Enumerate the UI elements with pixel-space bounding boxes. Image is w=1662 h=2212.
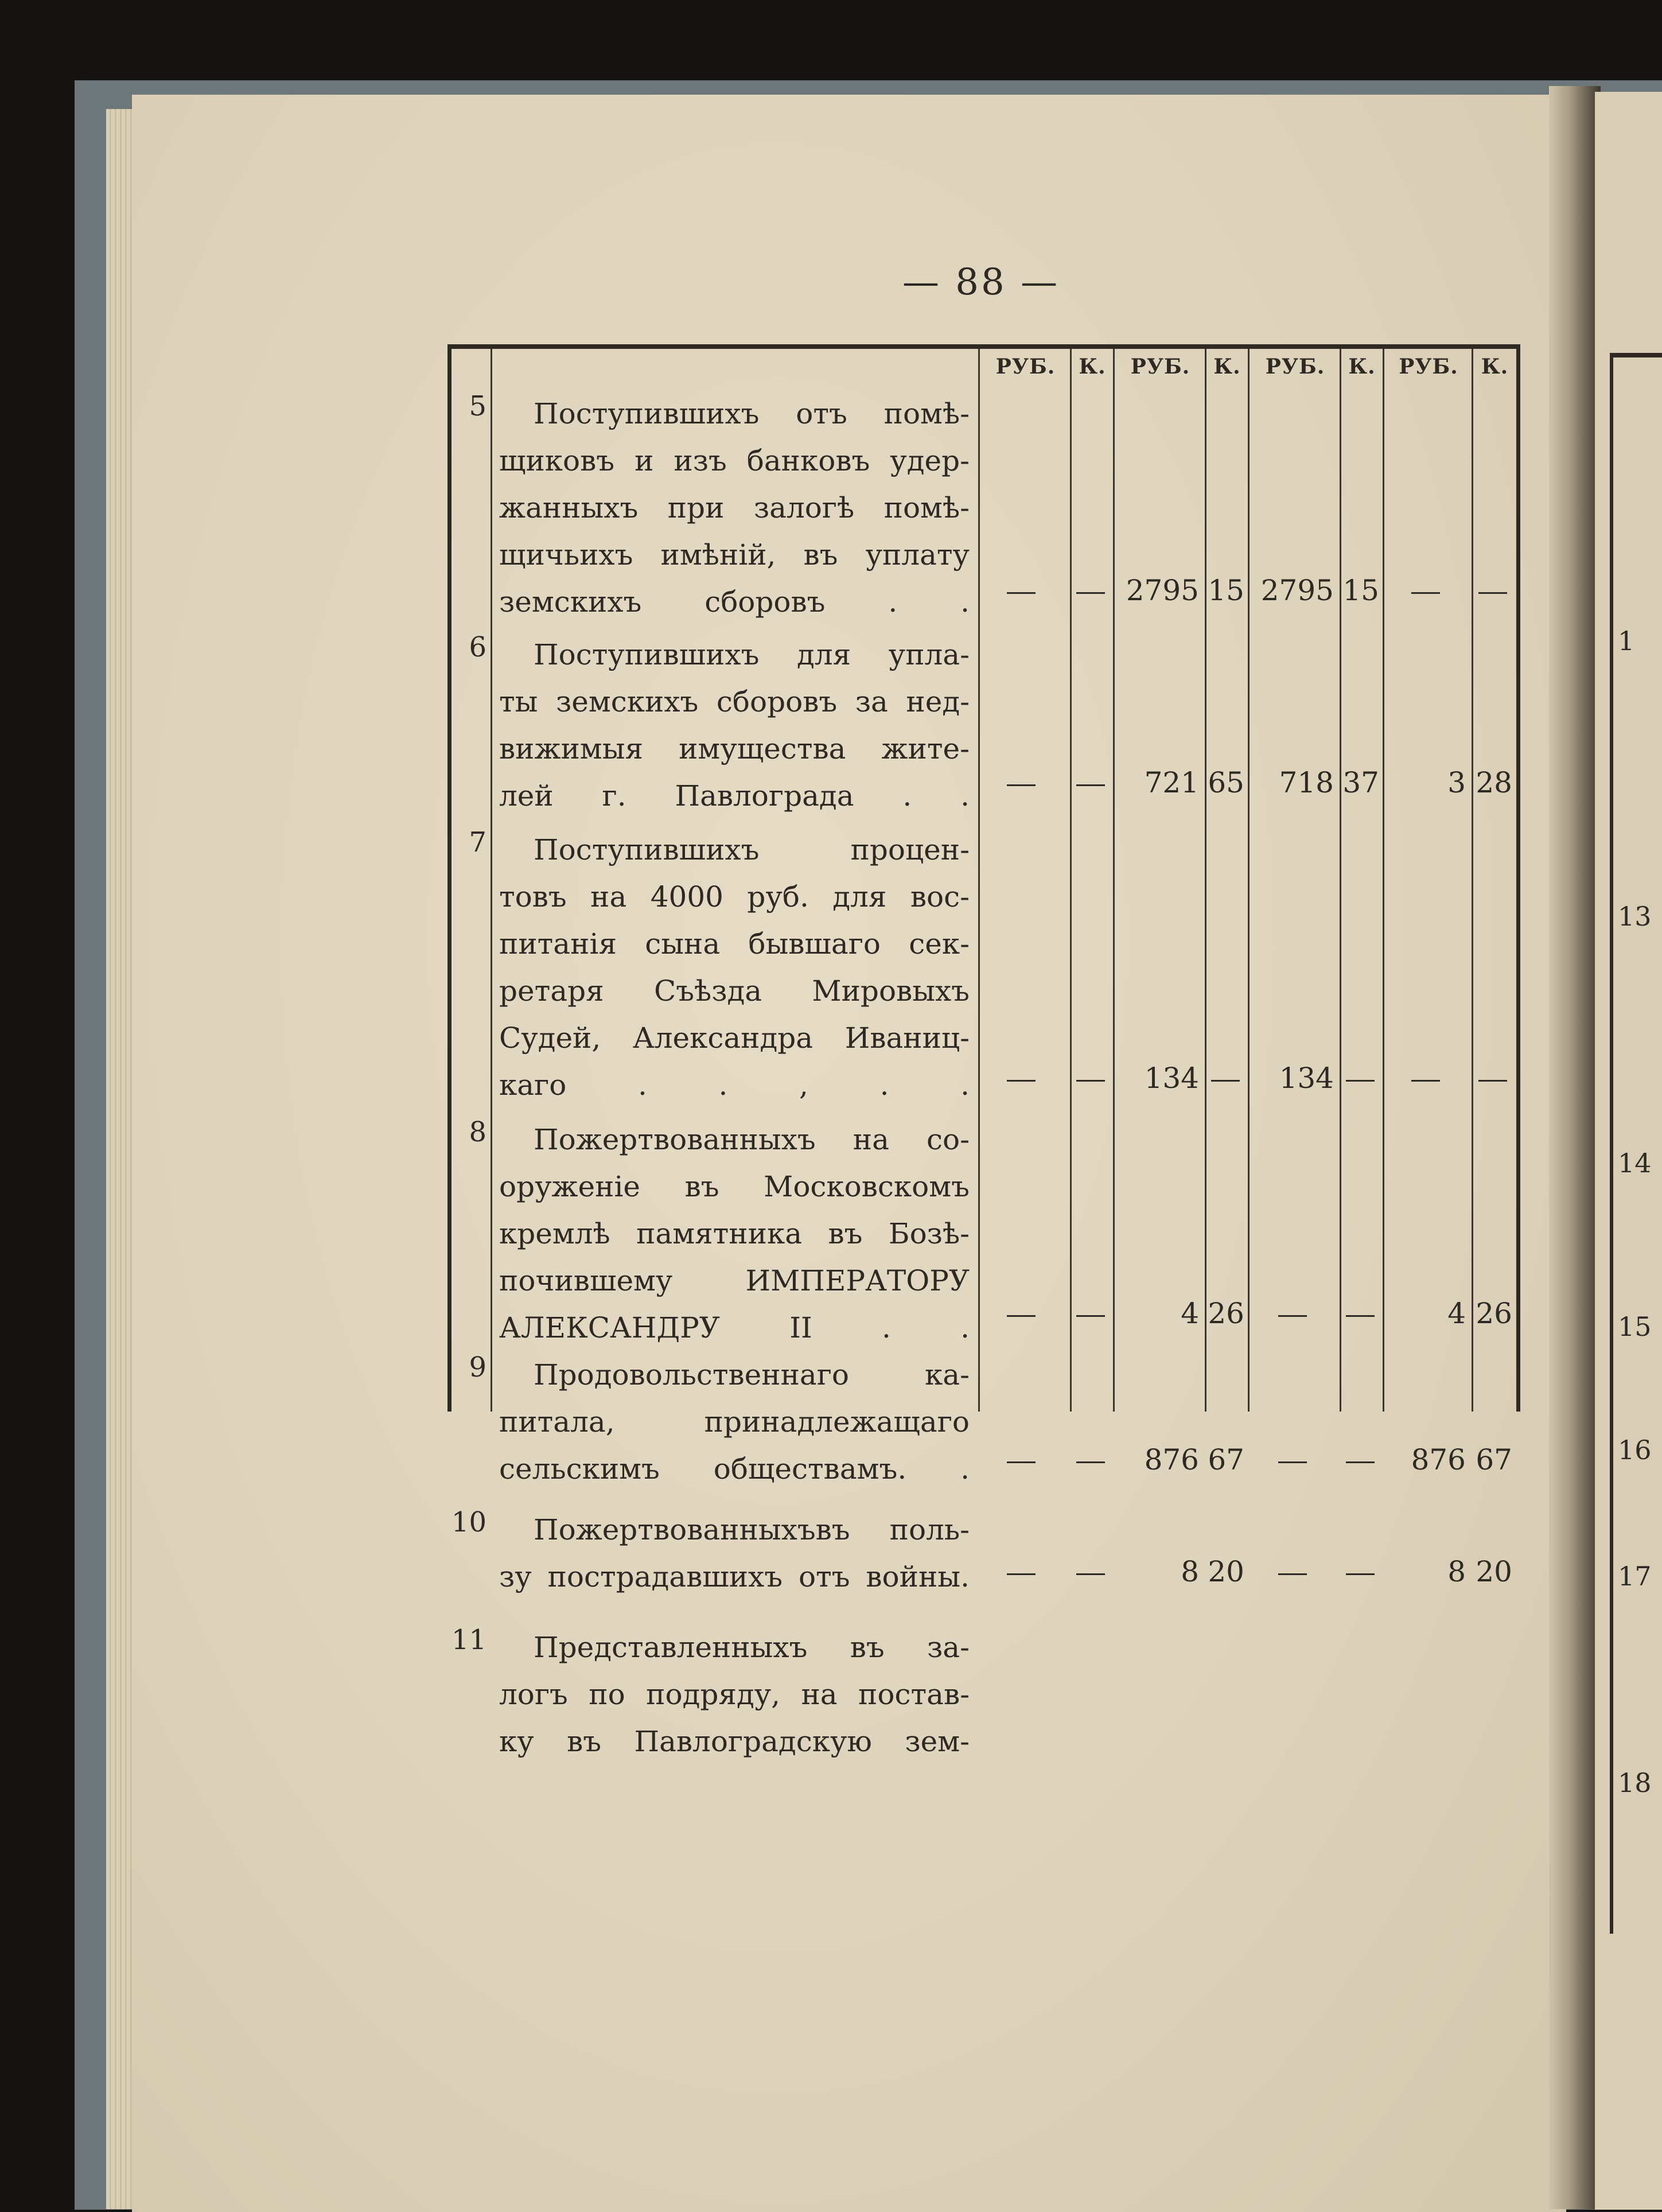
- dash-mark: [1411, 1080, 1440, 1082]
- value-cell: 134: [1144, 1062, 1199, 1095]
- value-cell: 134: [1279, 1062, 1334, 1095]
- dash-mark: [1278, 1573, 1307, 1575]
- row-description: [499, 631, 970, 819]
- dash-mark: [1346, 1080, 1375, 1082]
- dash-mark: [1007, 1573, 1036, 1575]
- dash-mark: [1411, 592, 1440, 594]
- header-rub: РУБ.: [1130, 355, 1190, 379]
- desc-line: Судей, Александра Иваниц-: [499, 1021, 970, 1055]
- value-cell: [1473, 1062, 1512, 1095]
- dash-mark: [1076, 592, 1105, 594]
- value-cell: [1251, 1297, 1334, 1330]
- row-description: [499, 1351, 970, 1492]
- dash-mark: [1007, 592, 1036, 594]
- value-cell: 67: [1208, 1443, 1244, 1476]
- column-rule: [1472, 349, 1473, 1412]
- next-page-rule-top: [1610, 353, 1662, 357]
- desc-line: оруженіе въ Московскомъ: [499, 1170, 970, 1203]
- value-cell: [981, 574, 1061, 607]
- row-description: [499, 1624, 970, 1765]
- dash-mark: [1346, 1573, 1375, 1575]
- ledger-table: [447, 344, 1520, 1758]
- value-cell: 3: [1447, 766, 1466, 799]
- next-page-row-number: 1: [1618, 625, 1635, 656]
- value-cell: [981, 1062, 1061, 1095]
- value-cell: 15: [1208, 574, 1244, 607]
- value-cell: 8: [1181, 1555, 1199, 1588]
- row-number: 11: [451, 1624, 486, 1656]
- dash-mark: [1478, 1080, 1507, 1082]
- dash-mark: [1007, 1461, 1036, 1463]
- desc-line: Поступившихъ отъ помѣ-: [534, 397, 970, 430]
- value-cell: 4: [1447, 1297, 1466, 1330]
- value-cell: 4: [1181, 1297, 1199, 1330]
- value-cell: [981, 766, 1061, 799]
- dash-mark: [1007, 784, 1036, 786]
- table-top-rule: [447, 344, 1520, 349]
- desc-line: питала, принадлежащаго: [499, 1405, 970, 1439]
- next-page-row-number: 18: [1618, 1767, 1652, 1798]
- next-page-row-number: 15: [1618, 1311, 1652, 1342]
- desc-line: Продовольственнаго ка-: [534, 1358, 970, 1391]
- desc-line: ретаря Съѣзда Мировыхъ: [499, 974, 970, 1008]
- next-page-row-number: 16: [1618, 1435, 1652, 1465]
- column-rule: [1205, 349, 1206, 1412]
- row-number: 9: [469, 1351, 486, 1383]
- value-cell: 876: [1411, 1443, 1466, 1476]
- value-cell: [1341, 1555, 1379, 1588]
- row-number: 10: [451, 1506, 486, 1538]
- desc-line: логъ по подряду, на постав-: [499, 1678, 970, 1711]
- value-cell: 721: [1144, 766, 1199, 799]
- next-page-row-number: 13: [1618, 901, 1652, 932]
- header-rub: РУБ.: [1265, 355, 1325, 379]
- dash-mark: [1076, 784, 1105, 786]
- row-number: 7: [469, 826, 486, 858]
- dash-mark: [1007, 1080, 1036, 1082]
- desc-line: каго . . , . .: [499, 1068, 970, 1102]
- desc-line: Поступившихъ процен-: [534, 833, 970, 866]
- table-left-rule: [447, 349, 451, 1412]
- value-cell: 2795: [1126, 574, 1199, 607]
- value-cell: [1072, 1443, 1110, 1476]
- column-rule: [1383, 349, 1384, 1412]
- dash-mark: [1076, 1573, 1105, 1575]
- row-description: [499, 826, 970, 1109]
- value-cell: [1341, 1062, 1379, 1095]
- desc-line: зу пострадавшихъ отъ войны.: [499, 1560, 970, 1593]
- dash-mark: [1346, 1315, 1375, 1317]
- desc-line: почившему ИМПЕРАТОРУ: [499, 1264, 970, 1297]
- desc-line: кремлѣ памятника въ Бозѣ-: [499, 1217, 970, 1250]
- value-cell: [1072, 1555, 1110, 1588]
- value-cell: 718: [1279, 766, 1334, 799]
- row-number: 5: [469, 390, 486, 422]
- value-cell: [1072, 574, 1110, 607]
- value-cell: [1251, 1443, 1334, 1476]
- value-cell: 20: [1208, 1555, 1244, 1588]
- desc-line: земскихъ сборовъ . .: [499, 585, 970, 619]
- value-cell: [1473, 574, 1512, 607]
- value-cell: [1072, 1062, 1110, 1095]
- column-rule: [1070, 349, 1072, 1412]
- value-cell: 26: [1208, 1297, 1244, 1330]
- desc-line: Пожертвованныхъ на со-: [534, 1123, 970, 1156]
- dash-mark: [1076, 1315, 1105, 1317]
- header-kop: К.: [1213, 355, 1241, 379]
- column-rule: [1113, 349, 1115, 1412]
- value-cell: [1341, 1297, 1379, 1330]
- value-cell: [1206, 1062, 1244, 1095]
- value-cell: 67: [1476, 1443, 1512, 1476]
- dash-mark: [1007, 1315, 1036, 1317]
- value-cell: [1072, 1297, 1110, 1330]
- value-cell: [981, 1297, 1061, 1330]
- row-description: [499, 1116, 970, 1351]
- dash-mark: [1278, 1461, 1307, 1463]
- num-column-rule: [491, 349, 492, 1412]
- dash-mark: [1211, 1080, 1240, 1082]
- desc-line: жанныхъ при залогѣ помѣ-: [499, 491, 970, 524]
- dash-mark: [1076, 1461, 1105, 1463]
- desc-line: сельскимъ обществамъ. .: [499, 1452, 970, 1486]
- value-cell: 15: [1342, 574, 1379, 607]
- value-cell: [981, 1443, 1061, 1476]
- next-page-row-number: 17: [1618, 1561, 1652, 1592]
- header-kop: К.: [1348, 355, 1376, 379]
- desc-line: вижимыя имущества жите-: [499, 732, 970, 765]
- next-page-row-number: 14: [1618, 1148, 1652, 1179]
- header-kop: К.: [1481, 355, 1509, 379]
- value-cell: [1251, 1555, 1334, 1588]
- value-cell: [1385, 1062, 1466, 1095]
- header-rub: РУБ.: [1399, 355, 1458, 379]
- dash-mark: [1478, 592, 1507, 594]
- value-cell: [981, 1555, 1061, 1588]
- row-number: 6: [469, 631, 486, 663]
- desc-line: Поступившихъ для упла-: [534, 638, 970, 671]
- value-cell: 20: [1476, 1555, 1512, 1588]
- value-cell: 37: [1342, 766, 1379, 799]
- value-cell: [1072, 766, 1110, 799]
- next-page-rule: [1610, 356, 1613, 1934]
- desc-line: лей г. Павлограда . .: [499, 779, 970, 813]
- value-cell: [1385, 574, 1466, 607]
- desc-line: Представленныхъ въ за-: [534, 1631, 970, 1664]
- row-number: 8: [469, 1116, 486, 1148]
- spine-shadow: [1549, 86, 1601, 2209]
- column-rule: [1340, 349, 1341, 1412]
- value-cell: 28: [1476, 766, 1512, 799]
- table-right-rule: [1516, 349, 1520, 1412]
- next-page: [1595, 92, 1662, 2210]
- desc-line: ку въ Павлоградскую зем-: [499, 1725, 970, 1758]
- row-description: [499, 1506, 970, 1600]
- value-cell: [1341, 1443, 1379, 1476]
- value-cell: 876: [1144, 1443, 1199, 1476]
- desc-line: щичьихъ имѣній, въ уплату: [499, 538, 970, 572]
- dash-mark: [1346, 1461, 1375, 1463]
- header-rub: РУБ.: [995, 355, 1056, 379]
- page-number: — 88 —: [902, 261, 1060, 304]
- value-cell: 65: [1208, 766, 1244, 799]
- value-cell: 2795: [1260, 574, 1334, 607]
- row-description: [499, 390, 970, 625]
- desc-line: Пожертвованныхъвъ поль-: [534, 1513, 970, 1546]
- value-cell: 8: [1447, 1555, 1466, 1588]
- desc-line: товъ на 4000 руб. для вос-: [499, 880, 970, 913]
- column-rule: [1248, 349, 1250, 1412]
- header-kop: К.: [1079, 355, 1106, 379]
- column-rule: [978, 349, 980, 1412]
- dash-mark: [1076, 1080, 1105, 1082]
- desc-line: ты земскихъ сборовъ за нед-: [499, 685, 970, 718]
- value-cell: 26: [1476, 1297, 1512, 1330]
- desc-line: питанія сына бывшаго сек-: [499, 927, 970, 961]
- desc-line: АЛЕКСАНДРУ II . .: [499, 1311, 970, 1344]
- dash-mark: [1278, 1315, 1307, 1317]
- desc-line: щиковъ и изъ банковъ удер-: [499, 444, 970, 477]
